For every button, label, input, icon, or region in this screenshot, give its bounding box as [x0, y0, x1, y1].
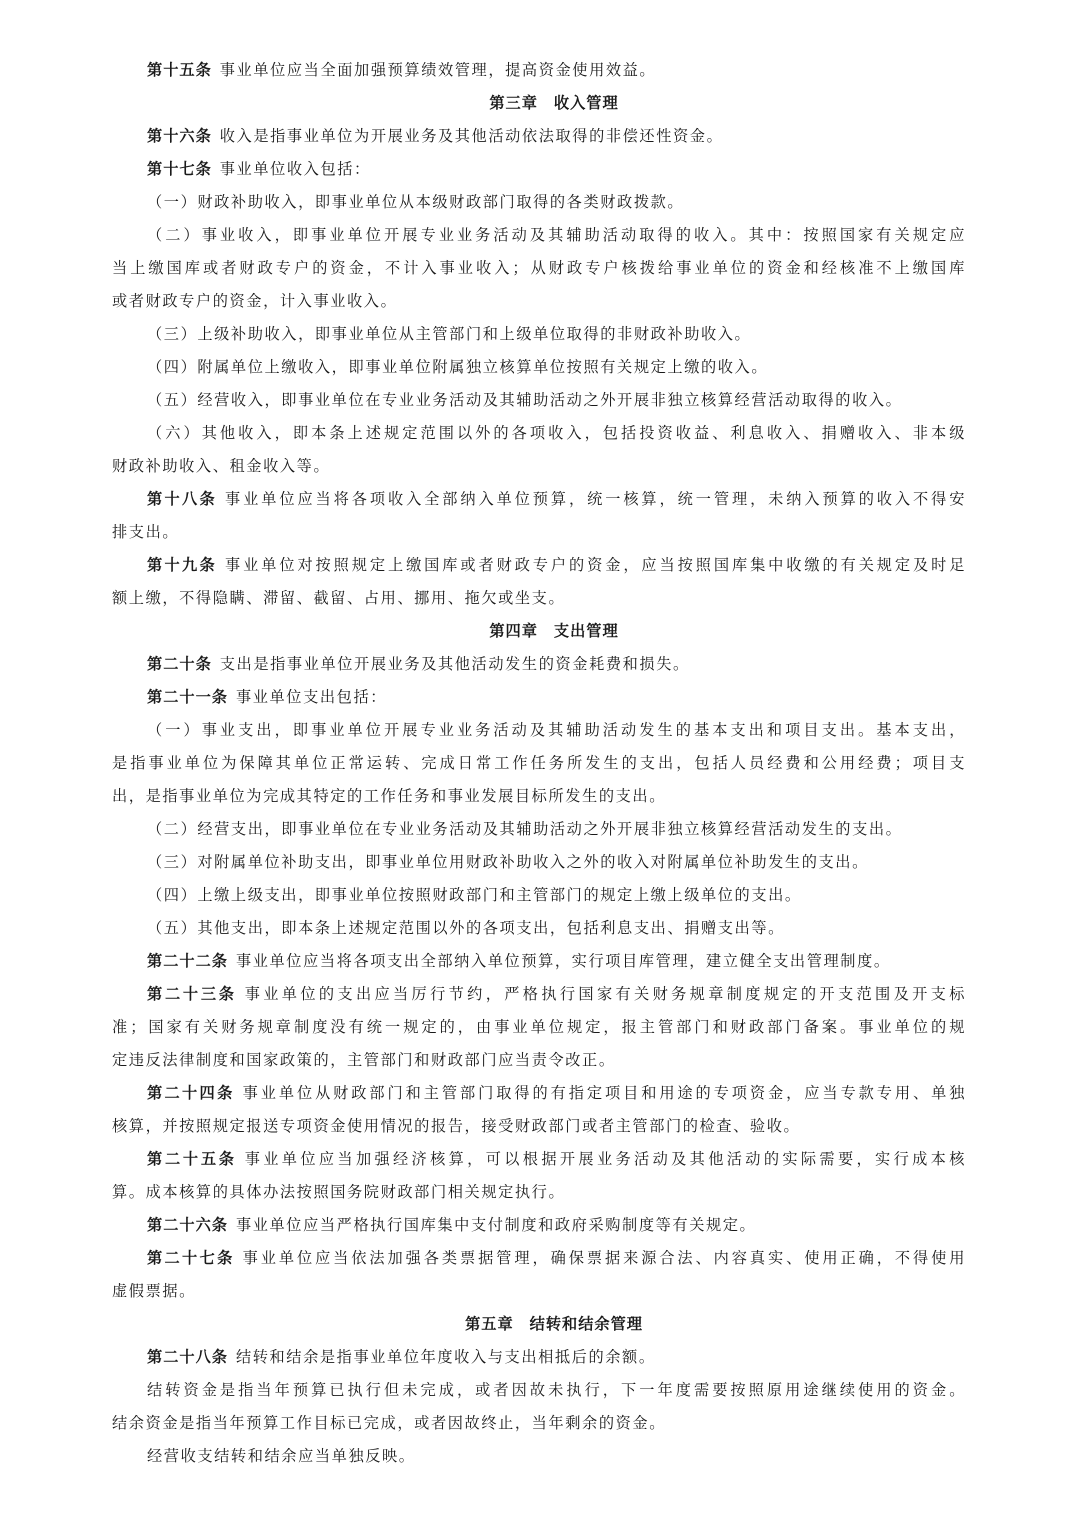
article-number: 第十九条	[147, 556, 218, 574]
article-line	[112, 153, 966, 186]
line-text: 当上缴国库或者财政专户的资金，不计入事业收入；从财政专户核拨给事业单位的资金和经核准不上缴国库	[112, 259, 966, 277]
line-text: 财政补助收入、租金收入等。	[112, 457, 331, 475]
line-text: 或者财政专户的资金，计入事业收入。	[112, 292, 398, 310]
line-text: 核算，并按照规定报送专项资金使用情况的报告，接受财政部门或者主管部门的检查、验收。	[112, 1117, 801, 1135]
article-line	[112, 1341, 966, 1374]
chapter-number: 第四章	[489, 622, 538, 640]
paragraph-line	[112, 384, 966, 417]
article-line	[112, 1176, 966, 1209]
line-text: （六）其他收入，即本条上述规定范围以外的各项收入，包括投资收益、利息收入、捐赠收入、非本级	[147, 424, 966, 442]
chapter-title: 结转和结余管理	[529, 1315, 643, 1333]
chapter-heading	[112, 1308, 966, 1341]
paragraph-line	[112, 747, 966, 780]
article-line	[112, 483, 966, 516]
paragraph-line	[112, 1374, 966, 1407]
line-text: 事业单位从财政部门和主管部门取得的有指定项目和用途的专项资金，应当专款专用、单独	[242, 1084, 966, 1102]
paragraph-line	[112, 780, 966, 813]
chapter-number: 第五章	[465, 1315, 514, 1333]
line-text: （四）附属单位上缴收入，即事业单位附属独立核算单位按照有关规定上缴的收入。	[147, 358, 769, 376]
article-line	[112, 1275, 966, 1308]
paragraph-line	[112, 714, 966, 747]
paragraph-line	[112, 285, 966, 318]
article-line	[112, 1242, 966, 1275]
chapter-number: 第三章	[489, 94, 538, 112]
paragraph-line	[112, 219, 966, 252]
line-text: 排支出。	[112, 523, 180, 541]
line-text: 经营收支结转和结余应当单独反映。	[147, 1447, 416, 1465]
paragraph-line	[112, 351, 966, 384]
line-text: （三）对附属单位补助支出，即事业单位用财政补助收入之外的收入对附属单位补助发生的支出。	[147, 853, 869, 871]
article-line	[112, 54, 966, 87]
line-text: 出，是指事业单位为完成其特定的工作任务和事业发展目标所发生的支出。	[112, 787, 666, 805]
line-text: （五）其他支出，即本条上述规定范围以外的各项支出，包括利息支出、捐赠支出等。	[147, 919, 785, 937]
article-number: 第二十八条	[147, 1348, 228, 1366]
line-text: （二）经营支出，即事业单位在专业业务活动及其辅助活动之外开展非独立核算经营活动发生的支出。	[147, 820, 903, 838]
line-text: 事业单位应当依法加强各类票据管理，确保票据来源合法、内容真实、使用正确，不得使用	[242, 1249, 966, 1267]
chapter-heading	[112, 615, 966, 648]
line-text: 是指事业单位为保障其单位正常运转、完成日常工作任务所发生的支出，包括人员经费和公用经费；项目支	[112, 754, 966, 772]
article-number: 第二十二条	[147, 952, 228, 970]
chapter-title: 支出管理	[553, 622, 619, 640]
paragraph-line	[112, 186, 966, 219]
paragraph-line	[112, 912, 966, 945]
article-number: 第二十条	[147, 655, 212, 673]
article-line	[112, 1077, 966, 1110]
line-text: 事业单位应当加强经济核算，可以根据开展业务活动及其他活动的实际需要，实行成本核	[244, 1150, 966, 1168]
article-number: 第二十四条	[147, 1084, 235, 1102]
paragraph-line	[112, 846, 966, 879]
paragraph-line	[112, 450, 966, 483]
article-line	[112, 1044, 966, 1077]
line-text: 事业单位收入包括：	[219, 160, 371, 178]
article-number: 第二十五条	[147, 1150, 237, 1168]
line-text: 支出是指事业单位开展业务及其他活动发生的资金耗费和损失。	[219, 655, 690, 673]
line-text: （五）经营收入，即事业单位在专业业务活动及其辅助活动之外开展非独立核算经营活动取得的收入。	[147, 391, 903, 409]
paragraph-line	[112, 879, 966, 912]
article-line	[112, 945, 966, 978]
paragraph-line	[112, 252, 966, 285]
line-text: 事业单位应当将各项支出全部纳入单位预算，实行项目库管理，建立健全支出管理制度。	[235, 952, 891, 970]
article-line	[112, 1209, 966, 1242]
article-line	[112, 1011, 966, 1044]
chapter-title: 收入管理	[553, 94, 619, 112]
line-text: 事业单位的支出应当厉行节约，严格执行国家有关财务规章制度规定的开支范围及开支标	[244, 985, 966, 1003]
article-line	[112, 648, 966, 681]
line-text: （三）上级补助收入，即事业单位从主管部门和上级单位取得的非财政补助收入。	[147, 325, 752, 343]
line-text: 事业单位应当严格执行国库集中支付制度和政府采购制度等有关规定。	[235, 1216, 757, 1234]
line-text: 虚假票据。	[112, 1282, 196, 1300]
article-number: 第二十六条	[147, 1216, 228, 1234]
article-number: 第二十三条	[147, 985, 237, 1003]
line-text: 事业单位对按照规定上缴国库或者财政专户的资金，应当按照国库集中收缴的有关规定及时足	[225, 556, 966, 574]
line-text: 收入是指事业单位为开展业务及其他活动依法取得的非偿还性资金。	[219, 127, 724, 145]
paragraph-line	[112, 1440, 966, 1473]
line-text: 事业单位支出包括：	[235, 688, 388, 706]
paragraph-line	[112, 417, 966, 450]
chapter-heading	[112, 87, 966, 120]
article-line	[112, 120, 966, 153]
article-line	[112, 1143, 966, 1176]
article-number: 第二十七条	[147, 1249, 235, 1267]
line-text: 定违反法律制度和国家政策的，主管部门和财政部门应当责令改正。	[112, 1051, 616, 1069]
article-line	[112, 516, 966, 549]
paragraph-line	[112, 318, 966, 351]
article-number: 第二十一条	[147, 688, 228, 706]
line-text: 事业单位应当全面加强预算绩效管理，提高资金使用效益。	[219, 61, 657, 79]
line-text: 算。成本核算的具体办法按照国务院财政部门相关规定执行。	[112, 1183, 566, 1201]
line-text: （四）上缴上级支出，即事业单位按照财政部门和主管部门的规定上缴上级单位的支出。	[147, 886, 802, 904]
article-number: 第十六条	[147, 127, 212, 145]
line-text: 结转和结余是指事业单位年度收入与支出相抵后的余额。	[235, 1348, 656, 1366]
article-number: 第十八条	[147, 490, 218, 508]
line-text: 结余资金是指当年预算工作目标已完成，或者因故终止，当年剩余的资金。	[112, 1414, 666, 1432]
line-text: 结转资金是指当年预算已执行但未完成，或者因故未执行，下一年度需要按照原用途继续使用的资金。	[147, 1381, 966, 1399]
article-line	[112, 978, 966, 1011]
line-text: 准；国家有关财务规章制度没有统一规定的，由事业单位规定，报主管部门和财政部门备案。事业单位的规	[112, 1018, 966, 1036]
article-number: 第十七条	[147, 160, 212, 178]
line-text: 事业单位应当将各项收入全部纳入单位预算，统一核算，统一管理，未纳入预算的收入不得安	[225, 490, 966, 508]
article-line	[112, 549, 966, 582]
article-line	[112, 1110, 966, 1143]
article-number: 第十五条	[147, 61, 212, 79]
line-text: （二）事业收入，即事业单位开展专业业务活动及其辅助活动取得的收入。其中：按照国家有关规定应	[147, 226, 966, 244]
line-text: （一）财政补助收入，即事业单位从本级财政部门取得的各类财政拨款。	[147, 193, 685, 211]
line-text: 额上缴，不得隐瞒、滞留、截留、占用、挪用、拖欠或坐支。	[112, 589, 566, 607]
article-line	[112, 582, 966, 615]
line-text: （一）事业支出，即事业单位开展专业业务活动及其辅助活动发生的基本支出和项目支出。基本支出，	[147, 721, 966, 739]
paragraph-line	[112, 813, 966, 846]
article-line	[112, 681, 966, 714]
paragraph-line	[112, 1407, 966, 1440]
